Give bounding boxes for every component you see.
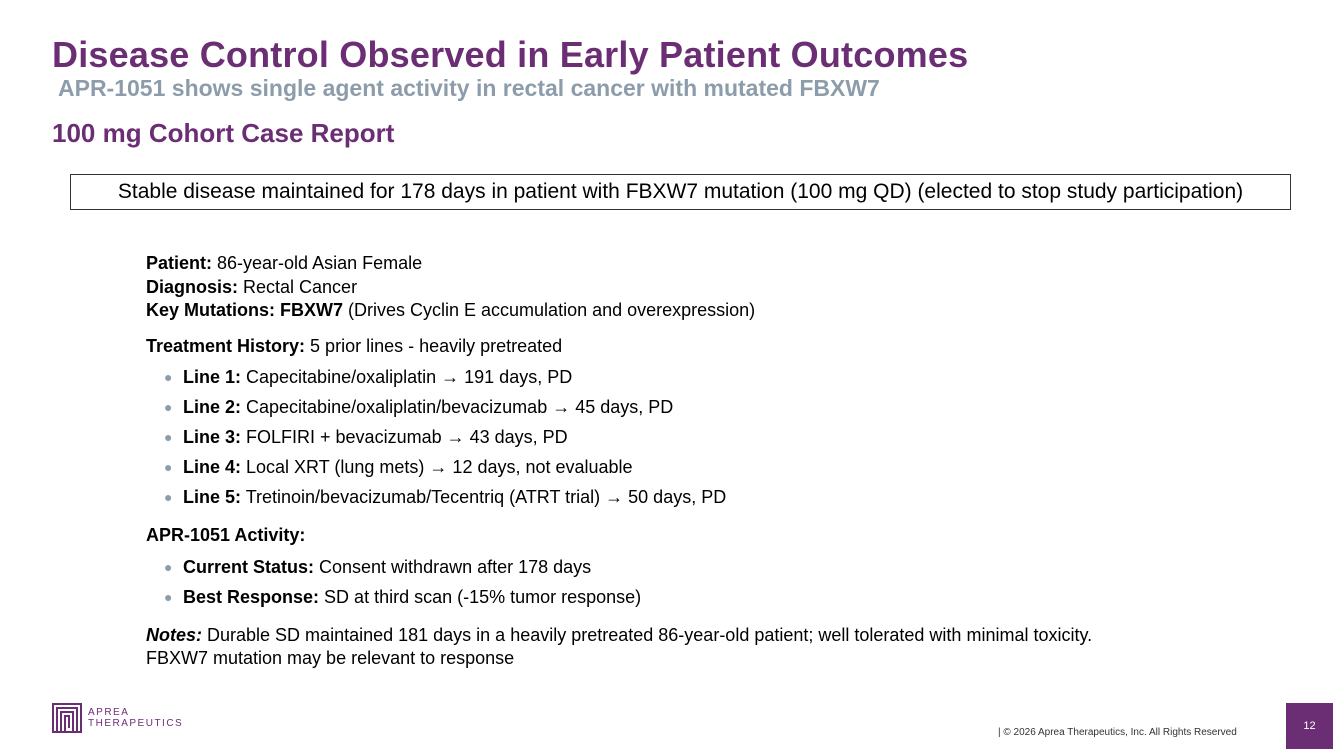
list-item bbox=[146, 362, 1246, 392]
bullet-dot-icon: ● bbox=[164, 429, 173, 445]
logo-text bbox=[88, 707, 183, 729]
line-label: Line 1: bbox=[183, 367, 242, 387]
patient-value: 86-year-old Asian Female bbox=[212, 253, 423, 273]
list-item bbox=[146, 452, 1246, 482]
summary-box bbox=[70, 174, 1291, 210]
activity-item-text: SD at third scan (-15% tumor response) bbox=[319, 586, 642, 607]
line-label: Line 5: bbox=[183, 487, 242, 507]
notes-row-2 bbox=[146, 647, 1246, 671]
activity-item-text: Consent withdrawn after 178 days bbox=[314, 556, 592, 577]
line-text: Capecitabine/oxaliplatin/bevacizumab → 45 days, PD bbox=[241, 397, 674, 417]
line-text: Capecitabine/oxaliplatin → 191 days, PD bbox=[241, 367, 573, 387]
bullet-dot-icon: ● bbox=[164, 558, 173, 575]
list-item bbox=[146, 582, 1246, 612]
company-logo bbox=[52, 703, 183, 733]
bullet-dot-icon: ● bbox=[164, 369, 173, 385]
list-item bbox=[146, 392, 1246, 422]
diagnosis-row bbox=[146, 276, 1246, 300]
logo-text-line2: THERAPEUTICS bbox=[88, 718, 184, 729]
diagnosis-value: Rectal Cancer bbox=[238, 276, 358, 297]
patient-row bbox=[146, 252, 1246, 276]
bullet-dot-icon: ● bbox=[164, 399, 173, 415]
line-label: Line 2: bbox=[183, 397, 242, 417]
copyright-text: | © 2026 Aprea Therapeutics, Inc. All Rights Reserved bbox=[998, 727, 1237, 738]
patient-label: Patient: bbox=[146, 253, 213, 273]
line-text: FOLFIRI + bevacizumab → 43 days, PD bbox=[241, 427, 568, 447]
diagnosis-label: Diagnosis: bbox=[146, 276, 239, 297]
bullet-dot-icon: ● bbox=[164, 489, 173, 505]
treatment-history-label: Treatment History: bbox=[146, 335, 306, 356]
treatment-history-value: 5 prior lines - heavily pretreated bbox=[305, 335, 563, 356]
mutations-value: (Drives Cyclin E accumulation and overexpression) bbox=[343, 300, 756, 320]
mutations-label: Key Mutations: FBXW7 bbox=[146, 300, 344, 320]
line-label: Line 4: bbox=[183, 457, 242, 477]
summary-text: Stable disease maintained for 178 days in patient with FBXW7 mutation (100 mg QD) (elected to stop study participation) bbox=[117, 180, 1244, 203]
activity-item-label: Current Status: bbox=[183, 556, 315, 577]
notes-text: Durable SD maintained 181 days in a heavily pretreated 86-year-old patient; well tolerated with minimal toxicity. bbox=[202, 624, 1093, 645]
logo-text-line1: APREA bbox=[88, 707, 130, 718]
line-text: Local XRT (lung mets) → 12 days, not evaluable bbox=[241, 457, 633, 477]
page-number bbox=[1286, 703, 1333, 749]
treatment-lines-list bbox=[146, 362, 1246, 512]
line-label: Line 3: bbox=[183, 427, 242, 447]
activity-heading bbox=[146, 524, 1246, 548]
aprea-logo-icon bbox=[52, 703, 82, 733]
notes-label: Notes: bbox=[146, 624, 203, 645]
activity-item-label: Best Response: bbox=[183, 586, 320, 607]
bullet-dot-icon: ● bbox=[164, 588, 173, 605]
page-title: Disease Control Observed in Early Patient Outcomes bbox=[52, 34, 969, 75]
list-item bbox=[146, 422, 1246, 452]
section-heading: 100 mg Cohort Case Report bbox=[52, 118, 395, 148]
activity-label: APR-1051 Activity: bbox=[146, 525, 306, 545]
notes-row bbox=[146, 624, 1246, 648]
bullet-dot-icon: ● bbox=[164, 459, 173, 475]
notes-text-continued: FBXW7 mutation may be relevant to response bbox=[146, 648, 515, 668]
list-item bbox=[146, 552, 1246, 582]
activity-list bbox=[146, 552, 1246, 612]
case-report-content bbox=[146, 252, 1246, 671]
treatment-history-row bbox=[146, 335, 1246, 359]
page-subtitle: APR-1051 shows single agent activity in rectal cancer with mutated FBXW7 bbox=[58, 75, 880, 101]
page-number-text: 12 bbox=[1303, 720, 1316, 732]
line-text: Tretinoin/bevacizumab/Tecentriq (ATRT trial) → 50 days, PD bbox=[241, 487, 727, 507]
mutations-row bbox=[146, 299, 1246, 323]
list-item bbox=[146, 482, 1246, 512]
